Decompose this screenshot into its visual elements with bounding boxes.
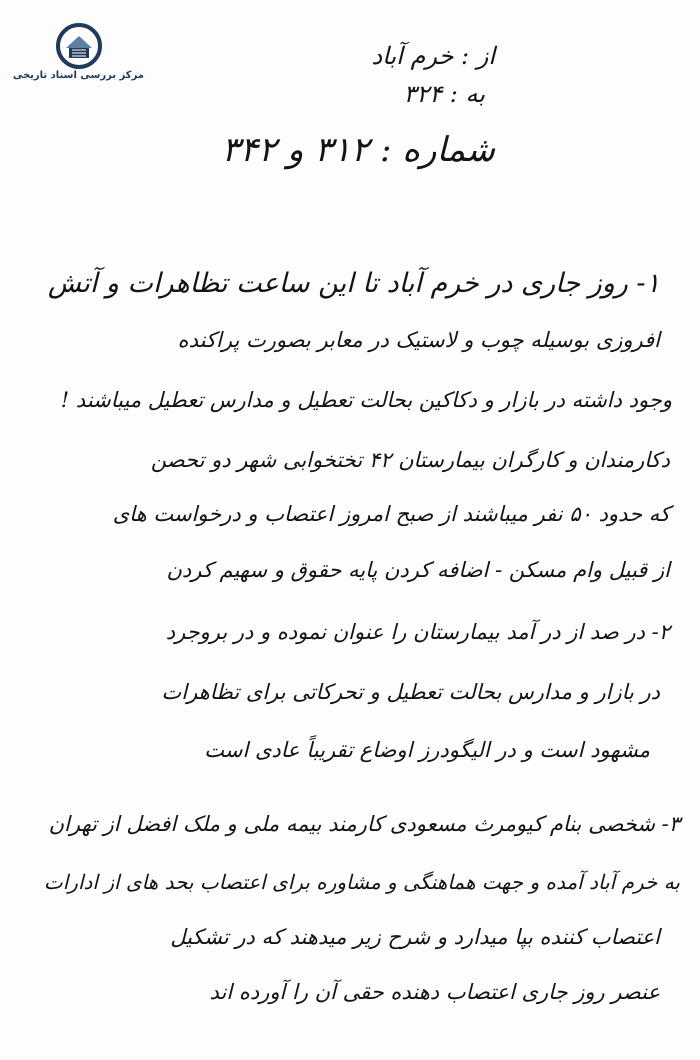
- body-line-12: اعتصاب کننده بپا میدارد و شرح زیر میدهند که در تشکیل: [170, 925, 660, 949]
- body-line-7: ۲- در صد از در آمد بیمارستان را عنوان نموده و در بروجرد: [165, 620, 670, 644]
- header-to: به : ۳۲۴: [403, 80, 485, 108]
- logo-caption: مرکز بررسی اسناد تاریخی: [12, 70, 144, 81]
- body-line-5: که حدود ۵۰ نفر میباشند از صبح امروز اعتصاب و درخواست های: [112, 502, 670, 526]
- body-line-4: دکارمندان و کارگران بیمارستان ۴۲ تختخوابی شهر دو تحصن: [150, 448, 670, 472]
- header-from: از : خرم آباد: [371, 42, 495, 70]
- body-line-3: وجود داشته در بازار و دکاکین بحالت تعطیل و مدارس تعطیل میباشند !: [60, 388, 672, 412]
- archive-seal-icon: [54, 22, 104, 70]
- body-line-9: مشهود است و در الیگودرز اوضاع تقریباً عادی است: [204, 738, 650, 762]
- body-line-2: افروزی بوسیله چوب و لاستیک در معابر بصورت پراکنده: [177, 328, 660, 352]
- body-line-8: در بازار و مدارس بحالت تعطیل و تحرکاتی برای تظاهرات: [161, 680, 660, 704]
- archive-logo: [14, 22, 144, 92]
- body-line-6: از قبیل وام مسکن - اضافه کردن پایه حقوق و سهیم کردن: [166, 558, 670, 582]
- body-line-10: ۳- شخصی بنام کیومرث مسعودی کارمند بیمه ملی و ملک افضل از تهران: [48, 812, 680, 836]
- body-line-11: به خرم آباد آمده و جهت هماهنگی و مشاوره برای اعتصاب بحد های از ادارات: [43, 870, 680, 894]
- header-number: شماره : ۳۱۲ و ۳۴۲: [221, 130, 495, 170]
- body-line-13: عنصر روز جاری اعتصاب دهنده حقی آن را آورده اند: [209, 980, 660, 1004]
- body-line-1: ۱- روز جاری در خرم آباد تا این ساعت تظاهرات و آتش: [47, 268, 660, 299]
